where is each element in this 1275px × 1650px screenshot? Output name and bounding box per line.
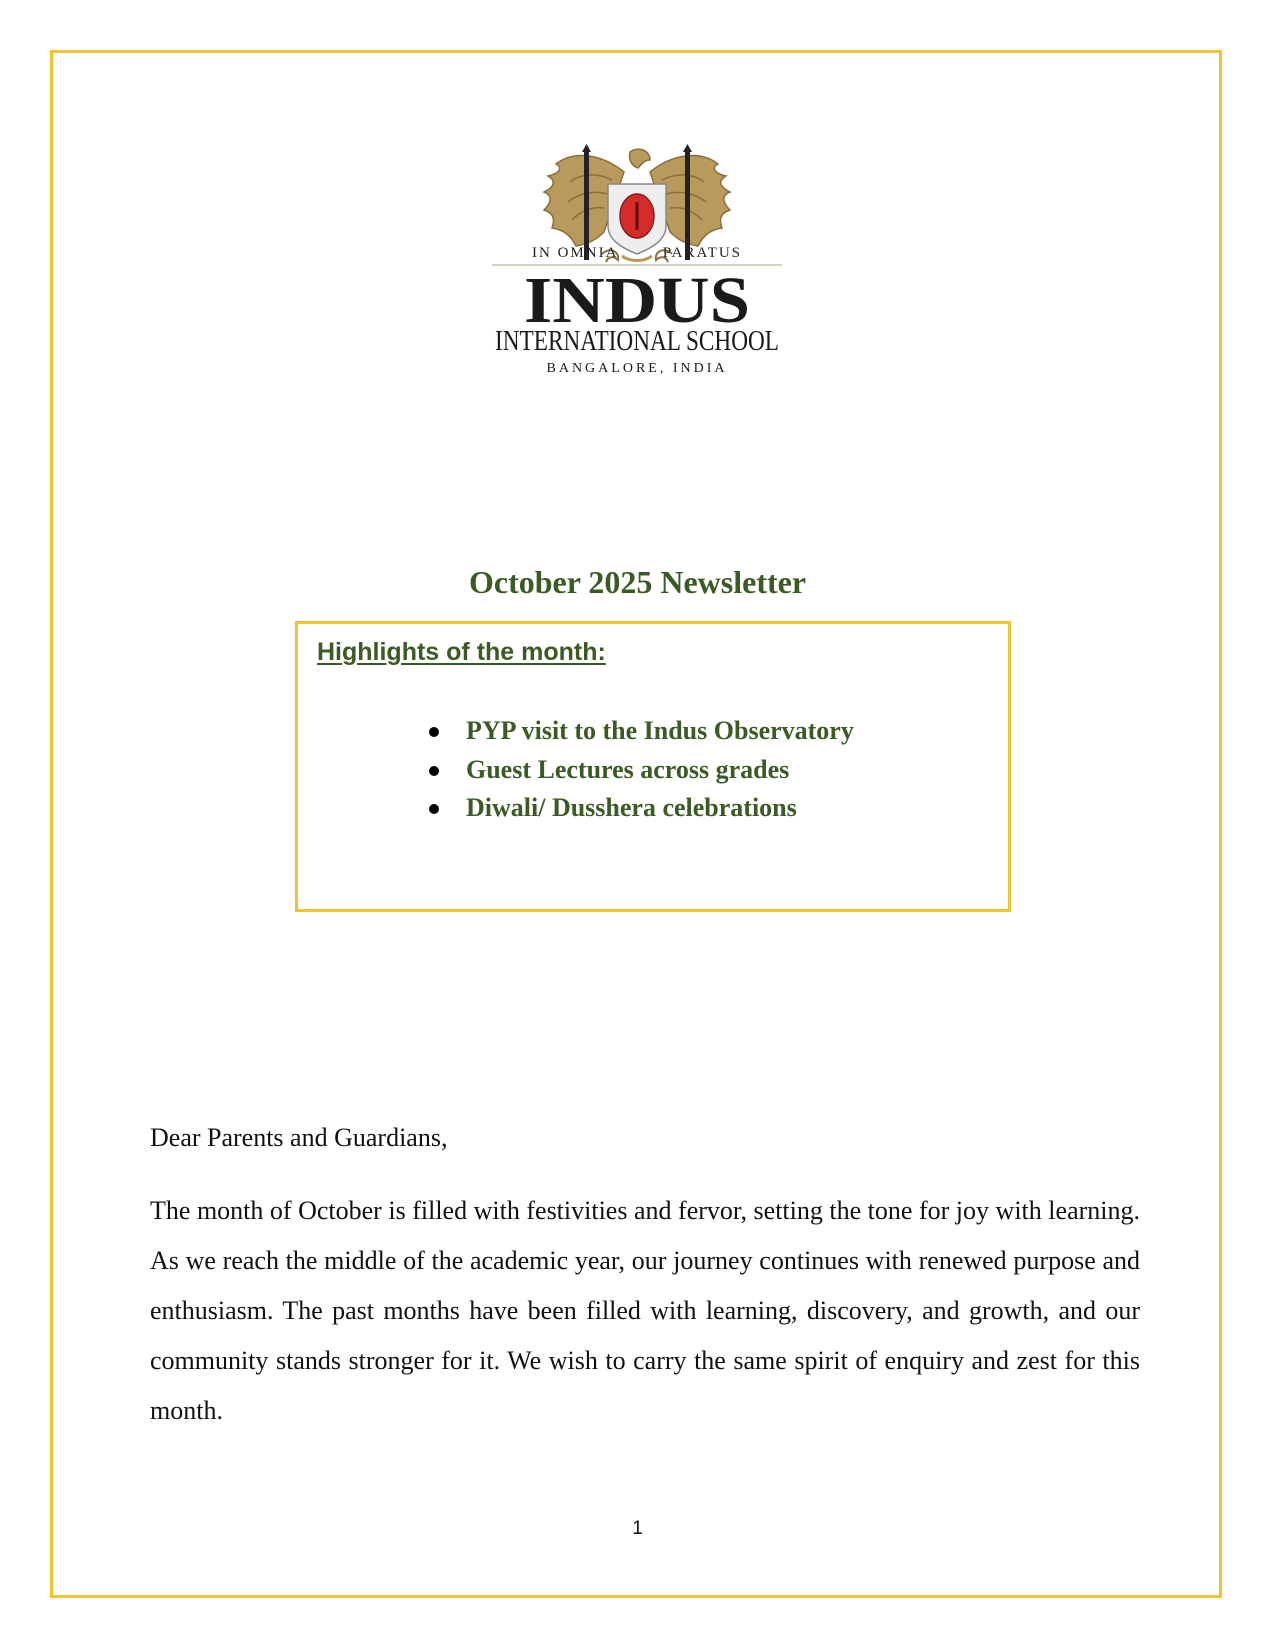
list-item [298,712,854,751]
letter-greeting: Dear Parents and Guardians, [150,1123,448,1152]
motto-left: IN OMNIA [532,245,619,261]
letter-paragraph: The month of October is filled with festivities and fervor, setting the tone for joy with learning. As we reach the middle of the academic year, our journey continues with renewed purpose and enthusiasm. The past months have been filled with learning, discovery, and growth, and our community stands stronger for it. We wish to carry the same spirit of enquiry and zest for this month. [150,1196,1140,1425]
bullet-icon [429,804,439,814]
page-number: 1 [632,1518,643,1539]
school-logo [492,144,782,384]
highlight-text: PYP visit to the Indus Observatory [466,716,854,745]
logo-location: BANGALORE, INDIA [546,361,728,376]
highlights-box [295,621,1011,912]
list-item [298,751,854,790]
list-item [298,789,854,828]
bullet-icon [429,766,439,776]
bullet-icon [429,727,439,737]
logo-subtitle: INTERNATIONAL SCHOOL [495,326,779,357]
highlights-heading: Highlights of the month: [317,638,606,666]
highlight-text: Guest Lectures across grades [466,754,790,784]
logo-name: INDUS [524,264,750,337]
highlight-text: Diwali/ Dusshera celebrations [466,793,797,822]
newsletter-title: October 2025 Newsletter [468,564,807,600]
highlights-list [298,712,854,828]
motto-right: PARATUS [662,245,742,261]
school-crest-eagle-icon [492,144,782,384]
